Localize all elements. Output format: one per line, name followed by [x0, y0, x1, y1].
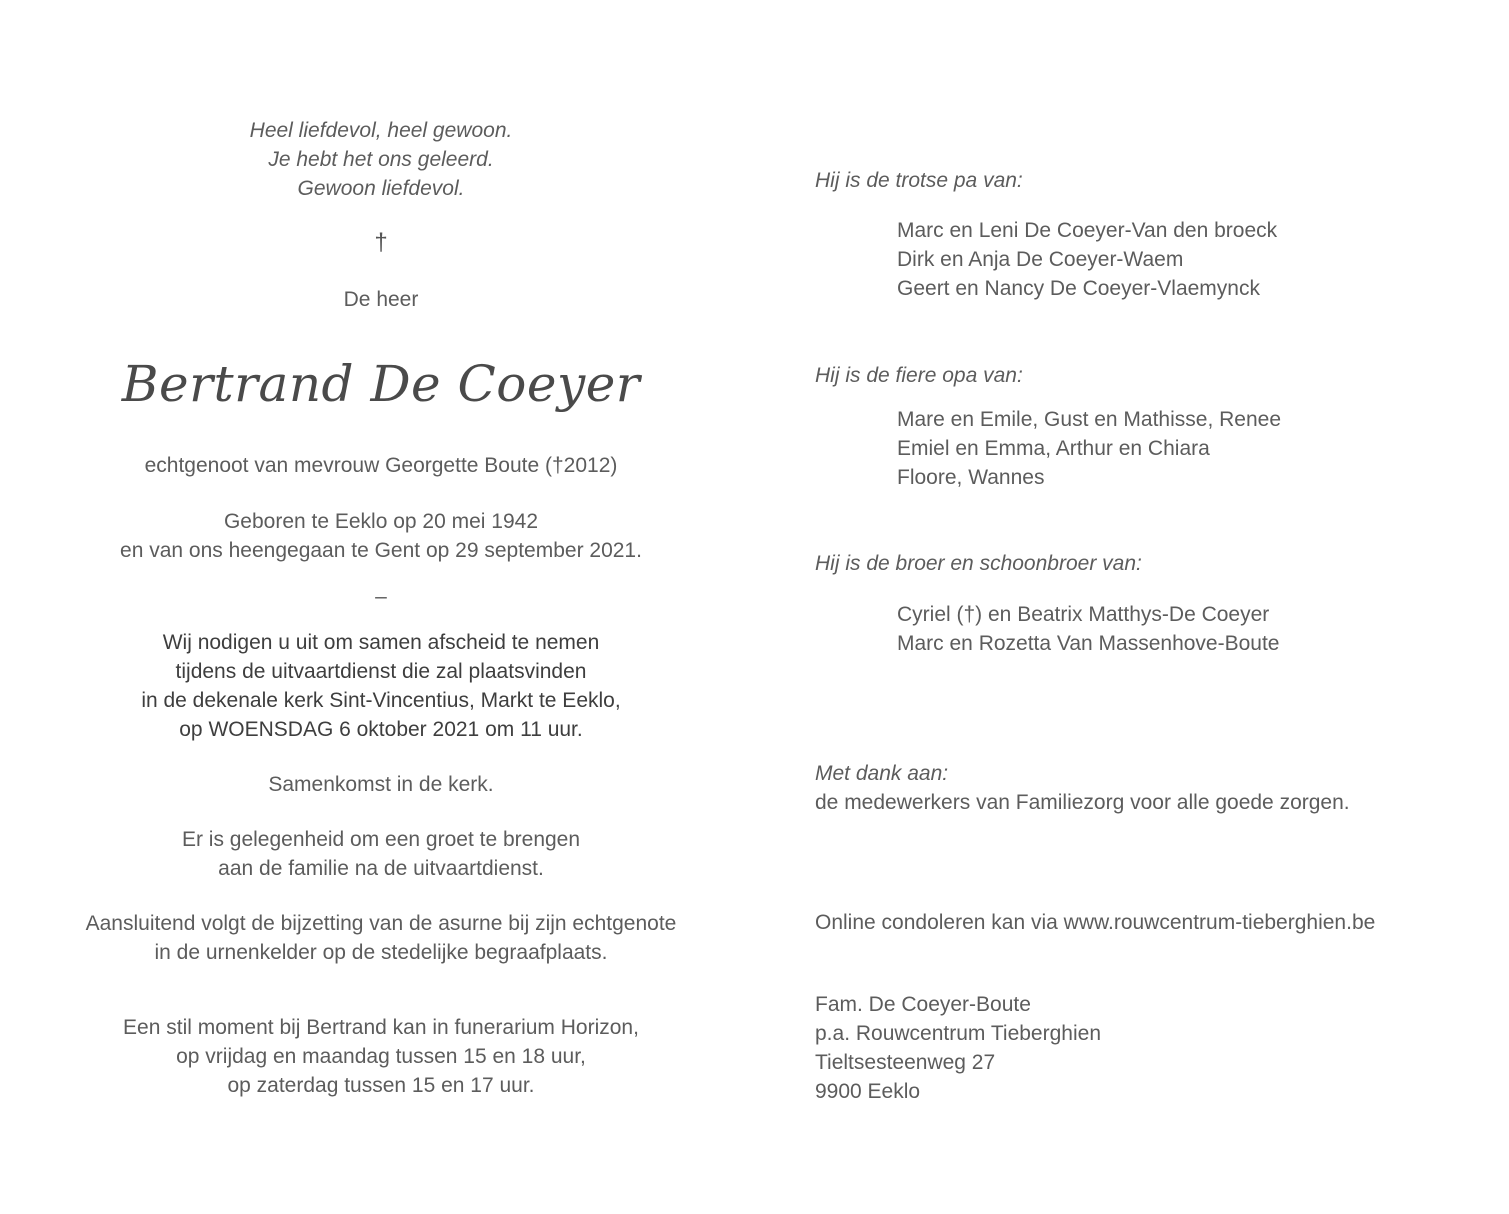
viewing-line: op zaterdag tussen 15 en 17 uur. [227, 1074, 535, 1097]
separator: – [375, 585, 387, 608]
list-item: Mare en Emile, Gust en Mathisse, Renee [897, 408, 1282, 431]
list-item: Emiel en Emma, Arthur en Chiara [897, 437, 1210, 460]
list-item: Cyriel (†) en Beatrix Matthys-De Coeyer [897, 603, 1270, 626]
poem-line: Heel liefdevol, heel gewoon. [249, 119, 513, 142]
siblings-heading: Hij is de broer en schoonbroer van: [815, 552, 1142, 575]
viewing-line: op vrijdag en maandag tussen 15 en 18 uur, [176, 1045, 586, 1068]
list-item: Marc en Rozetta Van Massenhove-Boute [897, 632, 1280, 655]
honorific: De heer [343, 288, 419, 311]
grandchildren-heading: Hij is de fiere opa van: [815, 364, 1023, 387]
online-condolence: Online condoleren kan via www.rouwcentrum-tieberghien.be [815, 911, 1376, 934]
death-line: en van ons heengegaan te Gent op 29 september 2021. [120, 539, 642, 562]
family-address [815, 990, 1495, 1106]
birth-death [40, 507, 722, 565]
burial-info [40, 909, 722, 967]
thanks-heading: Met dank aan: [815, 762, 949, 785]
children-heading: Hij is de trotse pa van: [815, 169, 1023, 192]
burial-line: in de urnenkelder op de stedelijke begraafplaats. [154, 941, 608, 964]
invitation [40, 628, 722, 744]
list-item: Marc en Leni De Coeyer-Van den broeck [897, 219, 1278, 242]
list-item: Floore, Wannes [897, 466, 1045, 489]
invitation-line: in de dekenale kerk Sint-Vincentius, Markt te Eeklo, [141, 689, 621, 712]
condolence-info [40, 825, 722, 883]
condolence-line: Er is gelegenheid om een groet te brengen [181, 828, 581, 851]
invitation-line: Wij nodigen u uit om samen afscheid te nemen [162, 631, 600, 654]
list-item: Geert en Nancy De Coeyer-Vlaemynck [897, 277, 1260, 300]
viewing-info [40, 1013, 722, 1100]
spouse-line: echtgenoot van mevrouw Georgette Boute (†2012) [144, 454, 618, 477]
address-line: Fam. De Coeyer-Boute [815, 993, 1031, 1016]
burial-line: Aansluitend volgt de bijzetting van de asurne bij zijn echtgenote [85, 912, 677, 935]
invitation-line: op WOENSDAG 6 oktober 2021 om 11 uur. [179, 718, 583, 741]
deceased-name: Bertrand De Coeyer [121, 355, 641, 413]
list-item: Dirk en Anja De Coeyer-Waem [897, 248, 1184, 271]
grandchildren-list [815, 405, 1495, 492]
children-list [815, 216, 1495, 303]
condolence-line: aan de familie na de uitvaartdienst. [218, 857, 544, 880]
poem-line: Je hebt het ons geleerd. [268, 148, 494, 171]
gathering: Samenkomst in de kerk. [268, 773, 494, 796]
siblings-list [815, 600, 1495, 658]
invitation-line: tijdens de uitvaartdienst die zal plaatsvinden [175, 660, 587, 683]
address-line: p.a. Rouwcentrum Tieberghien [815, 1022, 1101, 1045]
thanks-text: de medewerkers van Familiezorg voor alle goede zorgen. [815, 791, 1350, 814]
poem-line: Gewoon liefdevol. [297, 177, 465, 200]
address-line: Tieltsesteenweg 27 [815, 1051, 996, 1074]
cross-icon: † [374, 229, 388, 256]
poem [40, 116, 722, 203]
viewing-line: Een stil moment bij Bertrand kan in funerarium Horizon, [123, 1016, 639, 1039]
birth-line: Geboren te Eeklo op 20 mei 1942 [223, 510, 539, 533]
address-line: 9900 Eeklo [815, 1080, 921, 1103]
